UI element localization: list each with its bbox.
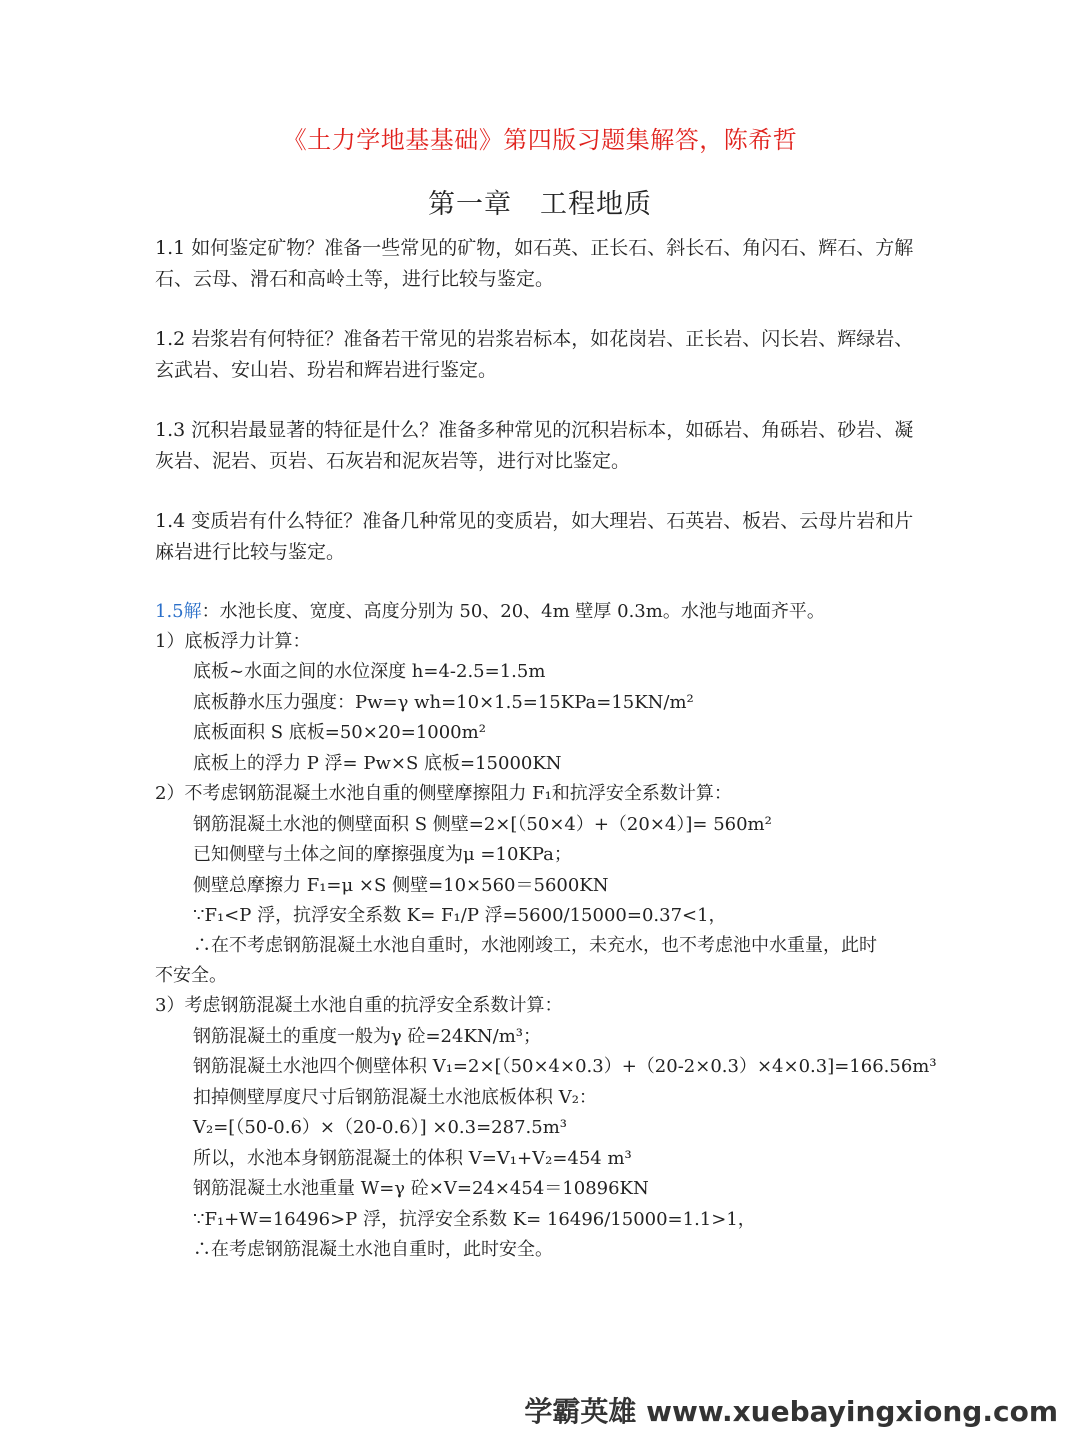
question-number: 1.1 [155,237,186,259]
question-number: 1.2 [155,328,186,350]
question-1-2 [155,324,930,386]
question-1-4 [155,506,930,568]
solution-line: 钢筋混凝土水池重量 W=γ 砼×V=24×454＝10896KN [193,1178,649,1199]
site-watermark: 学霸英雄 www.xuebayingxiong.com [524,1395,1058,1428]
solution-line: 2）不考虑钢筋混凝土水池自重的侧壁摩擦阻力 F₁和抗浮安全系数计算： [155,783,732,804]
solution-line: 底板静水压力强度：Pw=γ wh=10×1.5=15KPa=15KN/m² [193,692,694,713]
question-text: 岩浆岩有何特征？准备若干常见的岩浆岩标本，如花岗岩、正长岩、闪长岩、辉绿岩、玄武岩、安山岩、玢岩和辉岩进行鉴定。 [155,328,914,381]
question-text: 变质岩有什么特征？准备几种常见的变质岩，如大理岩、石英岩、板岩、云母片岩和片麻岩进行比较与鉴定。 [155,510,914,563]
question-text: 沉积岩最显著的特征是什么？准备多种常见的沉积岩标本，如砾岩、角砾岩、砂岩、凝灰岩、泥岩、页岩、石灰岩和泥灰岩等，进行对比鉴定。 [155,419,914,472]
solution-intro: ：水池长度、宽度、高度分别为 50、20、4m 壁厚 0.3m。水池与地面齐平。 [201,601,825,622]
solution-line: 钢筋混凝土的重度一般为γ 砼=24KN/m³； [193,1026,542,1047]
solution-line: V₂=[（50-0.6）×（20-0.6）] ×0.3=287.5m³ [193,1117,567,1138]
solution-line: 钢筋混凝土水池的侧壁面积 S 侧壁=2×[（50×4）+（20×4）]= 560m² [193,814,772,835]
chapter-title: 第一章 工程地质 [428,189,652,220]
solution-line: ∴在不考虑钢筋混凝土水池自重时，水池刚竣工，未充水，也不考虑池中水重量，此时 [193,935,877,956]
question-number: 1.4 [155,510,186,532]
solution-line: 扣掉侧壁厚度尺寸后钢筋混凝土水池底板体积 V₂： [193,1087,597,1108]
solution-line: 所以，水池本身钢筋混凝土的体积 V=V₁+V₂=454 m³ [193,1148,632,1169]
solution-line: 3）考虑钢筋混凝土水池自重的抗浮安全系数计算： [155,995,563,1016]
solution-line: ∴在考虑钢筋混凝土水池自重时，此时安全。 [193,1239,553,1260]
solution-line: 侧壁总摩擦力 F₁=μ ×S 侧壁=10×560＝5600KN [193,875,609,896]
question-1-1 [155,233,930,295]
solution-line: 钢筋混凝土水池四个侧壁体积 V₁=2×[（50×4×0.3）+（20-2×0.3）×4×0.3]=166.56m³ [193,1056,937,1077]
solution-label: 1.5解 [155,601,202,622]
solution-line: ∵F₁<P 浮，抗浮安全系数 K= F₁/P 浮=5600/15000=0.37<1， [193,905,727,926]
question-number: 1.3 [155,419,186,441]
solution-line: 底板~水面之间的水位深度 h=4-2.5=1.5m [193,661,546,682]
solution-heading [155,597,825,627]
solution-line: 不安全。 [155,965,227,986]
solution-line: 已知侧壁与土体之间的摩擦强度为μ =10KPa； [193,844,572,865]
document-title: 《土力学地基基础》第四版习题集解答，陈希哲 [282,126,798,154]
solution-line: 底板面积 S 底板=50×20=1000m² [193,722,486,743]
question-1-3 [155,415,930,477]
question-text: 如何鉴定矿物？准备一些常见的矿物，如石英、正长石、斜长石、角闪石、辉石、方解石、云母、滑石和高岭土等，进行比较与鉴定。 [155,237,914,290]
solution-line: 底板上的浮力 P 浮= Pw×S 底板=15000KN [193,753,562,774]
solution-line: 1）底板浮力计算： [155,631,311,652]
solution-line: ∵F₁+W=16496>P 浮，抗浮安全系数 K= 16496/15000=1.1>1， [193,1209,756,1230]
